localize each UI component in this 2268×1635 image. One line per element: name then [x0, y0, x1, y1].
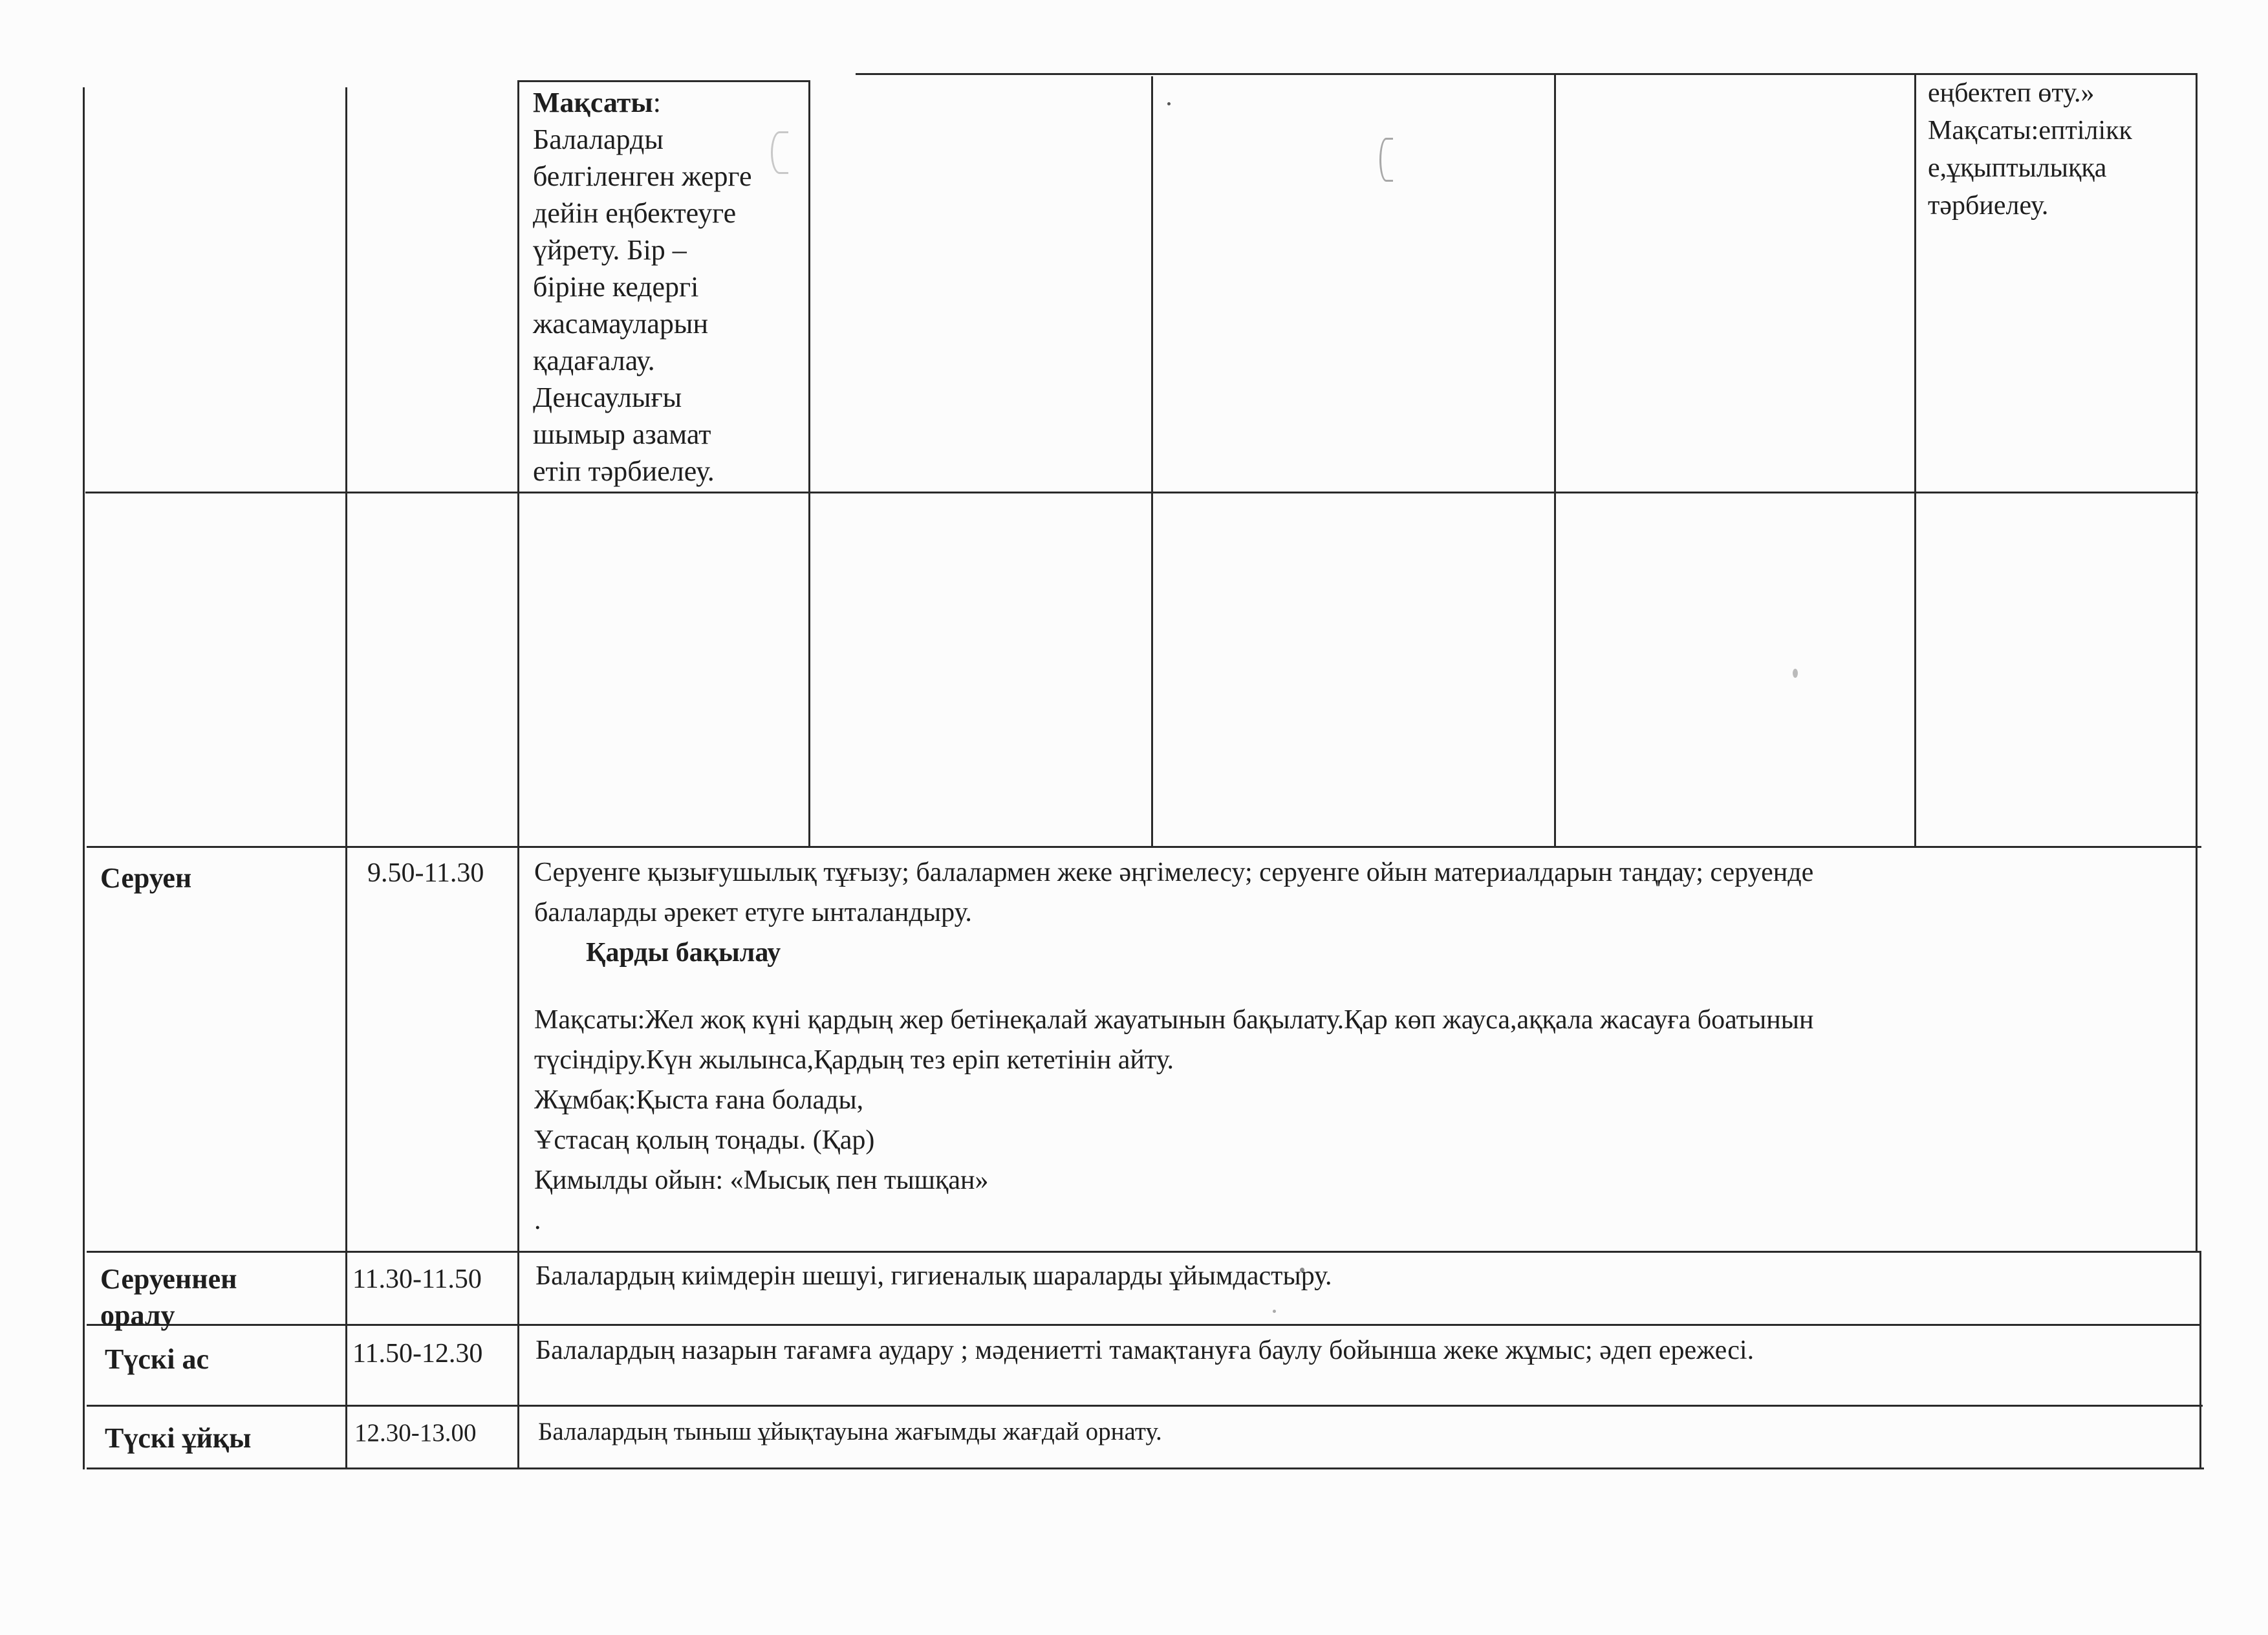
- spacer: [534, 973, 2190, 1000]
- goal-line: белгіленген жерге: [533, 160, 752, 192]
- col-divider-3: [808, 80, 810, 848]
- goal-line: Балаларды: [533, 124, 664, 155]
- row-name-return-line: Серуеннен: [100, 1263, 237, 1295]
- row-divider-5: [87, 1405, 2203, 1407]
- row-time-walk: 9.50-11.30: [367, 858, 484, 888]
- walk-subtitle: Қарды бақылау: [586, 938, 781, 968]
- row-content-return: Балалардың киімдерін шешуі, гигиеналық шараларды ұйымдастыру.: [535, 1261, 1332, 1291]
- right-cell-line: Мақсаты:ептілікк: [1928, 116, 2132, 146]
- scan-artifact-arc: [1379, 138, 1393, 182]
- row-name-return-line: оралу: [100, 1299, 175, 1331]
- row-name-nap: Түскі ұйқы: [105, 1422, 252, 1454]
- walk-body-line: Жұмбақ:Қыста ғана болады,: [534, 1085, 864, 1115]
- table-border-right-lower: [2199, 1251, 2201, 1469]
- walk-body-line: Мақсаты:Жел жоқ күні қардың жер бетінеқалай жауатынын бақылату.Қар көп жауса,аққала жасауға боатынын: [534, 1005, 1814, 1035]
- walk-body-line: түсіндіру.Күн жылынса,Қардың тез еріп кететінін айту.: [534, 1045, 1174, 1075]
- row-time-nap: 12.30-13.00: [354, 1419, 477, 1447]
- right-cell-line: тәрбиелеу.: [1928, 191, 2049, 221]
- row-time-lunch: 11.50-12.30: [352, 1339, 483, 1369]
- table-border-right-upper: [2196, 73, 2198, 1251]
- walk-intro-line: Серуенге қызығушылық тұғызу; балалармен жеке әңгімелесу; серуенге ойын материалдарын таңдау; серуенде: [534, 858, 1814, 887]
- col-divider-6: [1914, 73, 1916, 848]
- goal-line: жасамауларын: [533, 308, 709, 340]
- col-divider-name: [345, 87, 347, 1469]
- table-border-left: [83, 87, 85, 1469]
- scan-artifact-dot: [1793, 669, 1798, 678]
- scan-artifact-dot: [1167, 102, 1171, 105]
- col-divider-4: [1151, 76, 1153, 848]
- col-divider-5: [1554, 73, 1556, 848]
- row-time-return: 11.30-11.50: [352, 1264, 482, 1294]
- right-cell-line: е,ұқыптылыққа: [1928, 153, 2107, 183]
- goal-line: дейін еңбектеуге: [533, 197, 737, 229]
- goal-line: етіп тәрбиелеу.: [533, 455, 715, 487]
- goal-line: үйрету. Бір –: [533, 234, 687, 266]
- walk-content: [534, 852, 2190, 1240]
- row-divider-3: [87, 1251, 2201, 1253]
- row-name-return: [100, 1261, 237, 1334]
- row-name-lunch: Түскі ас: [105, 1343, 209, 1375]
- goal-line: шымыр азамат: [533, 418, 711, 450]
- row-content-nap: Балалардың тыныш ұйықтауына жағымды жағдай орнату.: [538, 1418, 1162, 1446]
- row-divider-2: [87, 846, 2201, 848]
- row-name-walk: Серуен: [100, 862, 192, 894]
- right-cell-text: [1928, 74, 2194, 224]
- walk-body-line: .: [534, 1206, 541, 1235]
- goal-line: Денсаулығы: [533, 382, 682, 413]
- goal-line: біріне кедергі: [533, 271, 699, 303]
- cell-border-goal-top: [517, 80, 809, 82]
- row-divider-4: [87, 1324, 2201, 1326]
- walk-body-line: Ұстасаң қолың тоңады. (Қар): [534, 1125, 875, 1155]
- scan-artifact-dot: [1273, 1310, 1276, 1313]
- row-divider-1: [85, 492, 2198, 493]
- goal-label: Мақсаты: [533, 87, 653, 118]
- walk-body-line: Қимылды ойын: «Мысық пен тышқан»: [534, 1165, 989, 1195]
- col-divider-time: [517, 80, 519, 1469]
- table-border-bottom: [87, 1467, 2204, 1469]
- goal-label-colon: :: [653, 87, 662, 118]
- row-content-lunch: Балалардың назарын тағамға аудару ; мәдениетті тамақтануға баулу бойынша жеке жұмыс; әдеп ережесі.: [535, 1336, 1755, 1365]
- walk-intro-line: балаларды әрекет етуге ынталандыру.: [534, 898, 972, 927]
- goal-line: қадағалау.: [533, 345, 655, 376]
- right-cell-line: еңбектеп өту.»: [1928, 78, 2095, 108]
- goal-cell-text: [533, 84, 805, 490]
